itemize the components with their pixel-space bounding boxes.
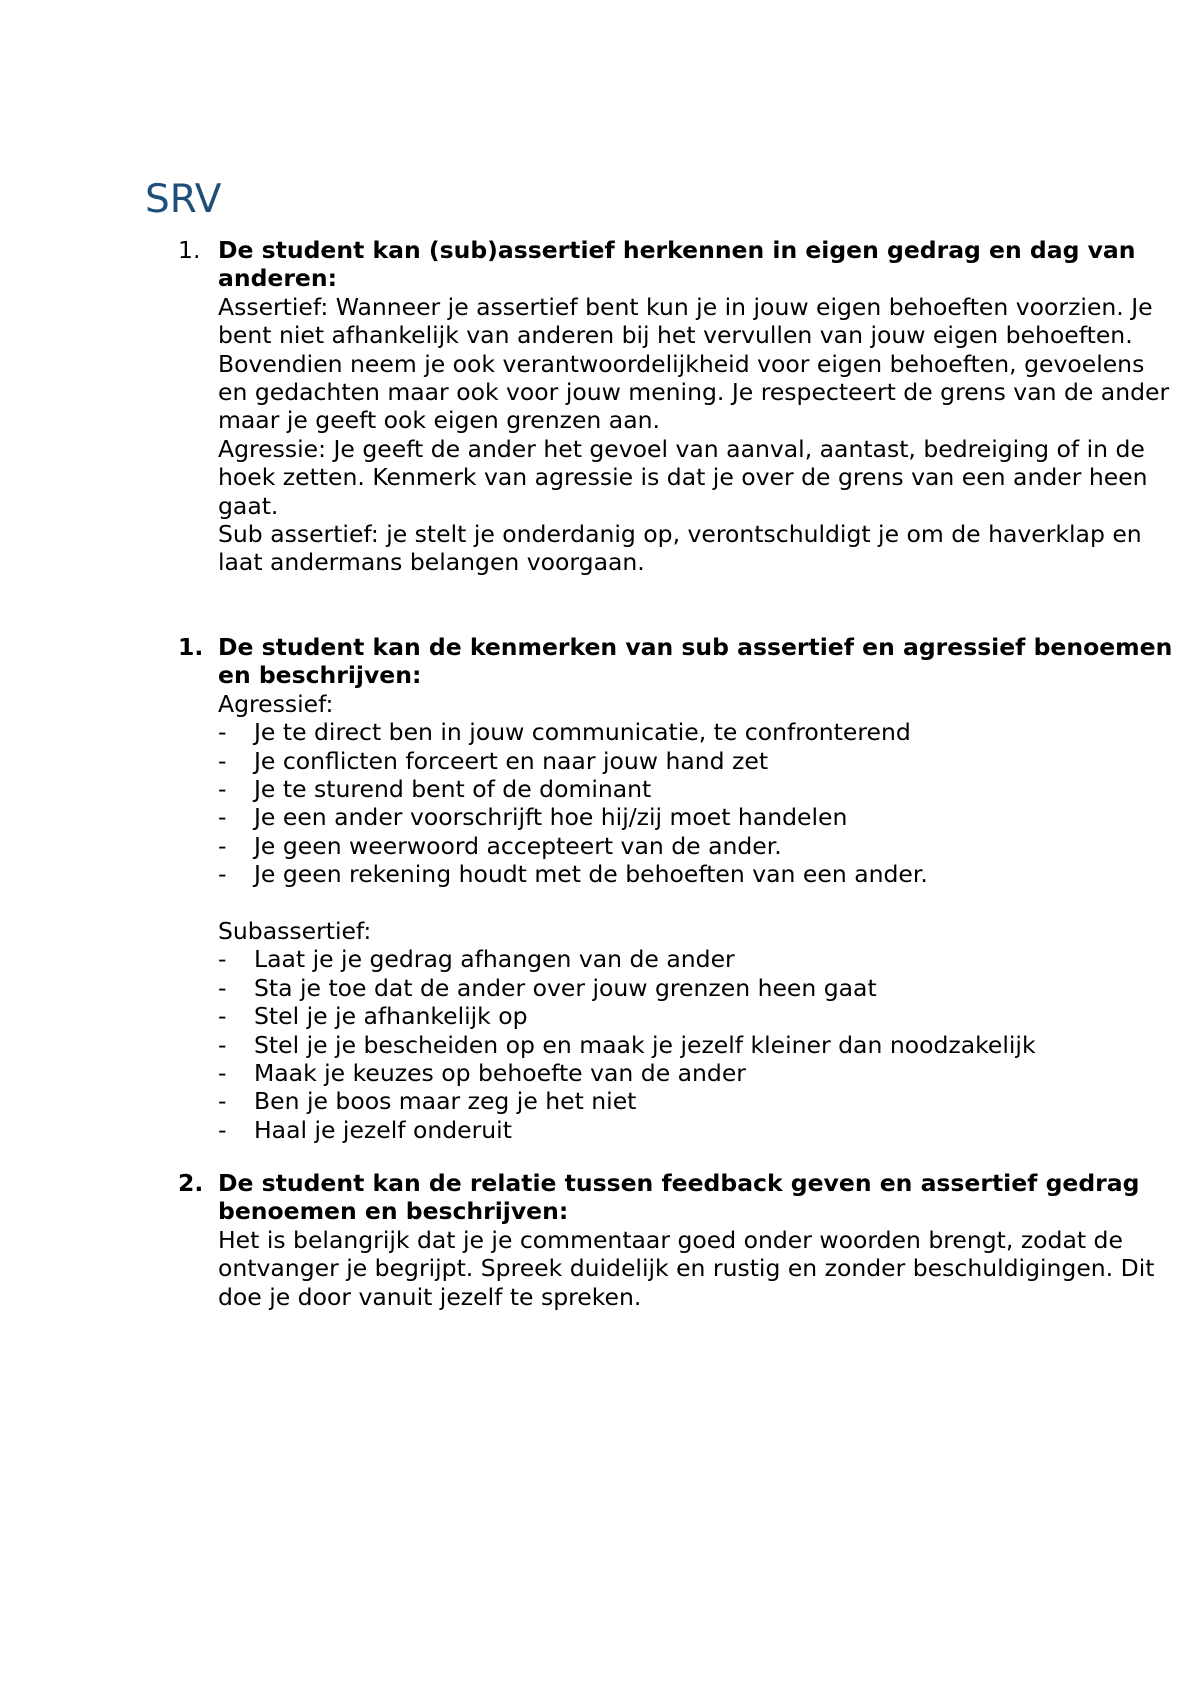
agressief-label: Agressief: xyxy=(218,689,334,718)
list-item xyxy=(218,860,1178,888)
list-item xyxy=(218,974,1178,1002)
section-1-number: 1. xyxy=(178,236,201,264)
bullet-dash: - xyxy=(218,860,227,889)
section-2-heading: De student kan de kenmerken van sub assertief en agressief benoemen en beschrijven: xyxy=(218,633,1173,690)
list-item-text: Je geen rekening houdt met de behoeften van een ander. xyxy=(254,860,928,889)
section-2 xyxy=(178,633,1178,1144)
bullet-dash: - xyxy=(218,831,227,860)
list-item xyxy=(218,1002,1178,1030)
section-2-number: 1. xyxy=(178,633,204,661)
sub-assertief-paragraph: Sub assertief: je stelt je onderdanig op, verontschuldigt je om de haverklap en laat andermans belangen voorgaan. xyxy=(218,520,1142,577)
list-item xyxy=(218,1116,1178,1144)
list-item-text: Haal je jezelf onderuit xyxy=(254,1115,512,1144)
list-item-text: Je te sturend bent of de dominant xyxy=(254,775,652,804)
list-item-text: Stel je je bescheiden op en maak je jezelf kleiner dan noodzakelijk xyxy=(254,1030,1036,1059)
list-item-text: Ben je boos maar zeg je het niet xyxy=(254,1087,637,1116)
section-1 xyxy=(178,236,1178,577)
list-item xyxy=(218,803,1178,831)
list-item-text: Je te direct ben in jouw communicatie, te confronterend xyxy=(254,718,911,747)
list-item-text: Je geen weerwoord accepteert van de ander. xyxy=(254,831,782,860)
section-3-heading: De student kan de relatie tussen feedback geven en assertief gedrag benoemen en beschrijven: xyxy=(218,1169,1140,1226)
list-item-text: Maak je keuzes op behoefte van de ander xyxy=(254,1059,746,1088)
list-item-text: Stel je je afhankelijk op xyxy=(254,1002,528,1031)
list-item xyxy=(218,1087,1178,1115)
bullet-dash: - xyxy=(218,803,227,832)
bullet-dash: - xyxy=(218,718,227,747)
bullet-dash: - xyxy=(218,973,227,1002)
bullet-dash: - xyxy=(218,945,227,974)
list-item-text: Je een ander voorschrijft hoe hij/zij moet handelen xyxy=(254,803,848,832)
bullet-dash: - xyxy=(218,775,227,804)
list-item xyxy=(218,775,1178,803)
list-item-text: Laat je je gedrag afhangen van de ander xyxy=(254,945,735,974)
section-1-heading: De student kan (sub)assertief herkennen in eigen gedrag en dag van anderen: xyxy=(218,236,1136,293)
agressie-paragraph: Agressie: Je geeft de ander het gevoel van aanval, aantast, bedreiging of in de hoek zetten. Kenmerk van agressie is dat je over de grens van een ander heen gaat. xyxy=(218,434,1148,520)
spacer xyxy=(218,889,1178,917)
bullet-dash: - xyxy=(218,1002,227,1031)
subassertief-label: Subassertief: xyxy=(218,917,372,946)
section-3-number: 2. xyxy=(178,1169,204,1197)
subassertief-list xyxy=(218,945,1178,1144)
list-item xyxy=(218,1059,1178,1087)
list-item xyxy=(218,718,1178,746)
assertief-paragraph: Assertief: Wanneer je assertief bent kun je in jouw eigen behoeften voorzien. Je bent niet afhankelijk van anderen bij het vervullen van jouw eigen behoeften. Bovendien neem je ook verantwoordelijkheid voor eigen behoeften, gevoelens en gedachten maar ook voor jouw mening. Je respecteert de grens van de ander maar je geeft ook eigen grenzen aan. xyxy=(218,292,1170,435)
list-item xyxy=(218,747,1178,775)
list-item xyxy=(218,832,1178,860)
list-item xyxy=(218,1031,1178,1059)
list-item-text: Sta je toe dat de ander over jouw grenzen heen gaat xyxy=(254,973,877,1002)
bullet-dash: - xyxy=(218,1030,227,1059)
agressief-list xyxy=(218,718,1178,888)
list-item xyxy=(218,945,1178,973)
list-item-text: Je conflicten forceert en naar jouw hand zet xyxy=(254,746,769,775)
bullet-dash: - xyxy=(218,746,227,775)
document-title: SRV xyxy=(145,177,222,222)
section-3 xyxy=(178,1169,1178,1311)
feedback-paragraph: Het is belangrijk dat je je commentaar goed onder woorden brengt, zodat de ontvanger je begrijpt. Spreek duidelijk en rustig en zonder beschuldigingen. Dit doe je door vanuit jezelf te spreken. xyxy=(218,1225,1155,1311)
bullet-dash: - xyxy=(218,1087,227,1116)
bullet-dash: - xyxy=(218,1059,227,1088)
bullet-dash: - xyxy=(218,1115,227,1144)
